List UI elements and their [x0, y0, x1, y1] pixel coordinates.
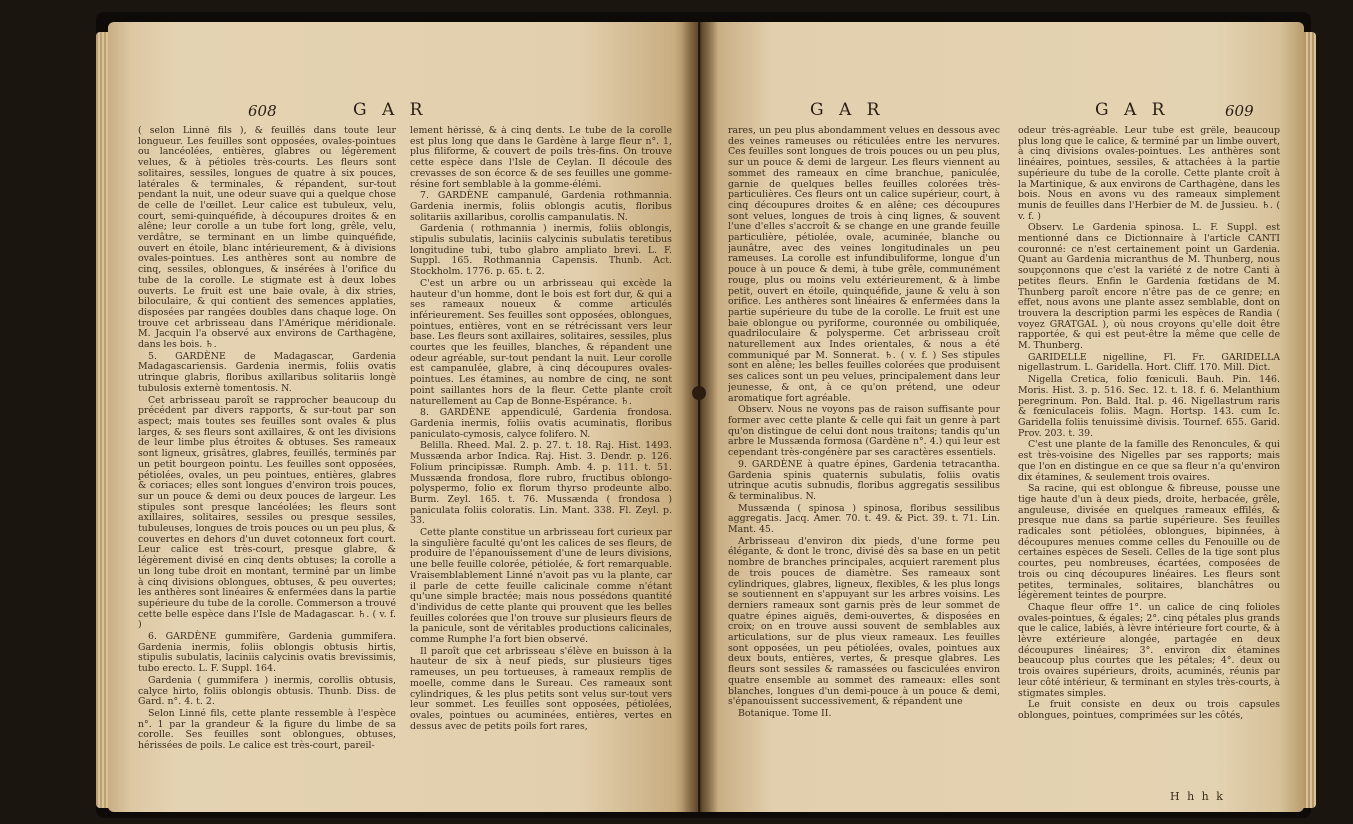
right-col2-paragraph: Nigella Cretica, folio fœniculi. Bauh. Pin. 146. Moris. Hist. 3. p. 516. Sec. 12. t. 18. f. 6. Melanthium peregrinum. Pon. Bald. Ital. p. 46. Nigellastrum raris & fœniculaceis foliis. Magn. Hortsp. 143. cum Ic. Garidella foliis tenuissimè divisis. Tournef. 655. Garid. Prov. 203. t. 39.: [1018, 374, 1280, 439]
left-running-head: G A R: [353, 100, 428, 120]
left-col1-paragraph: 5. GARDÈNE de Madagascar, Gardenia Madagascariensis. Gardenia inermis, foliis ovatis utrinque glabris, floribus axillaribus solitariis longè tubulosis externè tomentosis. N.: [138, 350, 396, 394]
left-col2-paragraph: Cette plante constitue un arbrisseau fort curieux par la singulière faculté qu'ont les calices de ses fleurs, de produire de l'épanouissement d'une de leurs divisions, une belle feuille colorée, pétiolée, & fort remarquable. Vraisemblablement Linné n'avoit pas vu la plante, car il parle de cette feuille calicinale comme n'étant qu'une simple bractée; mais nous possédons quantité d'individus de cette plante qui prouvent que les belles feuilles colorées que l'on trouve sur plusieurs fleurs de la panicule, sont de véritables productions calicinales, comme Rumphe l'a fort bien observé.: [410, 527, 672, 646]
right-column-1: [728, 126, 1000, 796]
right-col2-paragraph: Sa racine, qui est oblongue & fibreuse, pousse une tige haute d'un à deux pieds, droite, herbacée, grêle, anguleuse, divisée en quelques rameaux effilés, & presque nue dans sa partie supérieure. Ses feuilles radicales sont pétiolées, oblongues, bipinnées, à découpures menues comme celles du Fenouille ou de certaines espèces de Seseli. Celles de la tige sont plus courtes, peu nombreuses, écartées, composées de trois ou cinq découpures linéaires. Les fleurs sont petites, terminales, solitaires, blanchâtres ou légèrement teintes de pourpre.: [1018, 483, 1280, 602]
left-column-2: [410, 126, 672, 796]
left-column-1: [138, 126, 396, 796]
right-column-2: [1018, 126, 1280, 786]
left-col1-paragraph: Selon Linné fils, cette plante ressemble à l'espèce n°. 1 par la grandeur & la figure du limbe de sa corolle. Ses feuilles sont oblongues, obtuses, hérissées de poils. Le calice est très-court, pareil-: [138, 707, 396, 752]
left-col2-paragraph: Il paroît que cet arbrisseau s'élève en buisson à la hauteur de six à neuf pieds, sur plusieurs tiges rameuses, un peu tortueuses, à rameaux remplis de moelle, comme dans le Sureau. Ces rameaux sont cylindriques, & les plus petits sont velus sur-tout vers leur sommet. Les feuilles sont opposées, pétiolées, ovales, pointues ou acuminées, entières, vertes en dessus avec de petits poils fort rares,: [410, 645, 672, 732]
right-page: [700, 22, 1304, 812]
right-running-head-1: G A R: [810, 100, 885, 120]
left-col2-paragraph: Belilla. Rheed. Mal. 2. p. 27. t. 18. Raj. Hist. 1493. Mussænda arbor Indica. Raj. Hist. 3. Dendr. p. 126. Folium principissæ. Rumph. Amb. 4. p. 111. t. 51. Mussænda frondosa, flore rubro, fructibus oblongo-polyspermo, folio ex florum thyrso prodeunte albo. Burm. Zeyl. 165. t. 76. Mussænda ( frondosa ) paniculata foliis coloratis. Lin. Mant. 338. Fl. Zeyl. p. 33.: [410, 440, 672, 527]
right-col2-paragraph: C'est une plante de la famille des Renoncules, & qui est très-voisine des Nigelles par ses rapports; mais que l'on en distingue en ce que sa fleur n'a qu'environ dix étamines, & seulement trois ovaires.: [1018, 439, 1280, 483]
binding-hole: [692, 386, 706, 400]
right-col2-paragraph: Observ. Le Gardenia spinosa. L. F. Suppl. est mentionné dans ce Dictionnaire à l'article CANTI couronné: ce n'est certainement point un Gardenia. Quant au Gardenia micranthus de M. Thunberg, nous soupçonnons que c'est la variété z de notre Canti à petites fleurs. Enfin le Gardenia fœtidans de M. Thunberg paroît encore n'être pas de ce genre; en effet, nous avons une plante assez semblable, dont on trouvera la description parmi les espèces de Randia ( voyez GRATGAL ), où nous croyons qu'elle doit être rapportée, & qui est peut-être la même que celle de M. Thunberg.: [1018, 222, 1280, 352]
left-col2-paragraph: 8. GARDÈNE appendiculé, Gardenia frondosa. Gardenia inermis, foliis ovatis acuminatis, floribus paniculato-cymosis, calyce folifero. N.: [410, 407, 672, 440]
right-running-head-2: G A R: [1095, 100, 1170, 120]
right-col1-paragraph: Mussænda ( spinosa ) spinosa, floribus sessilibus aggregatis. Jacq. Amer. 70. t. 49. & Pict. 39. t. 71. Lin. Mant. 45.: [728, 502, 1000, 536]
right-col2-paragraph: GARIDELLE nigelline, Fl. Fr. GARIDELLA nigellastrum. L. Garidella. Hort. Cliff. 170. Mill. Dict.: [1018, 351, 1280, 374]
right-col2-paragraph: odeur très-agréable. Leur tube est grêle, beaucoup plus long que le calice, & terminé par un limbe ouvert, à cinq divisions ovales-pointues. Les anthères sont linéaires, pointues, sessiles, & attachées à la partie supérieure du tube de la corolle. Cette plante croît à la Martinique, & aux environs de Carthagène, dans les bois. Nous en avons vu des rameaux simplement munis de feuilles dans l'Herbier de M. de Jussieu. ♄. ( v. f. ): [1018, 126, 1280, 222]
left-page-number: 608: [248, 102, 277, 120]
left-col1-paragraph: 6. GARDÈNE gummifère, Gardenia gummifera. Gardenia inermis, foliis oblongis obtusis hirtis, stipulis subulatis, laciniis calycinis ovatis brevissimis, tubo erecto. L. F. Suppl. 164.: [138, 631, 396, 675]
right-col1-paragraph: Observ. Nous ne voyons pas de raison suffisante pour former avec cette plante & celle qui fait un genre à part qu'on distingue de celui dont nous traitons; tandis qu'un arbre le Mussænda formosa (Gardène n°. 4.) qui leur est cependant très-congénère par ses caractères essentiels.: [728, 404, 1000, 459]
left-col1-paragraph: ( selon Linné fils ), & feuillés dans toute leur longueur. Les feuilles sont opposées, ovales-pointues ou lancéolées, entières, glabres ou légèrement velues, & à pétioles très-courts. Les fleurs sont solitaires, sessiles, longues de quatre à six pouces, latérales & terminales, & répandent, sur-tout pendant la nuit, une odeur suave qui a quelque chose de celle de l'œillet. Leur calice est tubuleux, velu, court, semi-quinquéfide, à découpures droites & en alêne; leur corolle a un tube fort long, grêle, velu, verdâtre, se terminant en un limbe quinquéfide, ouvert en étoile, blanc intérieurement, & à divisions ovales-pointues. Les anthères sont au nombre de cinq, sessiles, oblongues, & insérées à l'orifice du tube de la corolle. Le stigmate est à deux lobes ouverts. Le fruit est une baie ovale, à dix stries, biloculaire, & qui contient des semences applaties, disposées par rangées doubles dans chaque loge. On trouve cet arbrisseau dans l'Amérique méridionale. M. Jacquin l'a observé aux environs de Carthagène, dans les bois. ♄.: [138, 126, 396, 351]
right-col2-paragraph: Le fruit consiste en deux ou trois capsules oblongues, pointues, comprimées sur les côtés,: [1018, 699, 1280, 721]
right-page-number: 609: [1225, 102, 1254, 120]
right-col1-paragraph: Arbrisseau d'environ dix pieds, d'une forme peu élégante, & dont le tronc, divisé dès sa base en un petit nombre de branches principales, acquiert rarement plus de trois pouces de diamètre. Ses rameaux sont cylindriques, glabres, ligneux, flexibles, & les plus longs se soutiennent en s'appuyant sur les arbres voisins. Les derniers rameaux sont garnis près de leur sommet de quatre épines aiguës, demi-ouvertes, & disposées en croix; on en trouve aussi souvent de semblables aux articulations, sur de plus vieux rameaux. Les feuilles sont opposées, un peu pétiolées, ovales, pointues aux deux bouts, entières, vertes, & presque glabres. Les fleurs sont sessiles & ramassées ou fasciculées environ quatre ensemble au sommet des rameaux: elles sont blanches, longues d'un demi-pouce à un pouce & demi, s'épanouissent successivement, & répandent une: [728, 535, 1000, 708]
left-col2-paragraph: C'est un arbre ou un arbrisseau qui excède la hauteur d'un homme, dont le bois est fort dur, & qui a ses rameaux noueux & comme articulés inférieurement. Ses feuilles sont opposées, oblongues, pointues, entières, vont en se rétrécissant vers leur base. Les fleurs sont axillaires, solitaires, sessiles, plus courtes que les feuilles, blanches, & répandent une odeur agréable, sur-tout pendant la nuit. Leur corolle est campanulée, glabre, à cinq découpures ovales-pointues. Les étamines, au nombre de cinq, ne sont point saillantes hors de la fleur. Cette plante croît naturellement au Cap de Bonne-Espérance. ♄.: [410, 277, 672, 407]
left-page: [108, 22, 698, 812]
left-col2-paragraph: lement hérissé, & à cinq dents. Le tube de la corolle est plus long que dans le Gardène à large fleur n°. 1, plus filiforme, & couvert de poils très-fins. On trouve cette espèce dans l'Isle de Ceylan. Il découle des crevasses de son écorce & de ses feuilles une gomme-résine fort semblable à la gomme-élémi.: [410, 126, 672, 190]
right-col2-paragraph: Chaque fleur offre 1°. un calice de cinq folioles ovales-pointues, & égales; 2°. cinq pétales plus grands que le calice, labiés, à lèvre intérieure fort courte, & à lèvre extérieure alongée, partagée en deux découpures linéaires; 3°. environ dix étamines beaucoup plus courtes que les pétales; 4°. deux ou trois ovaires supérieurs, droits, acuminés, réunis par leur côté intérieur, & terminant en styles très-courts, à stigmates simples.: [1018, 601, 1280, 699]
right-col1-paragraph: 9. GARDÈNE à quatre épines, Gardenia tetracantha. Gardenia spinis quaternis subulatis, foliis ovatis utrinque acutis subnudis, floribus aggregatis sessilibus & terminalibus. N.: [728, 458, 1000, 502]
signature-mark: H h h k: [1170, 790, 1225, 803]
book-gutter: [682, 22, 718, 812]
left-col2-paragraph: Gardenia ( rothmannia ) inermis, foliis oblongis, stipulis subulatis, laciniis calycinis subulatis teretibus longitudine tubi, tubo glabro ampliato brevi. L. F. Suppl. 165. Rothmannia Capensis. Thunb. Act. Stockholm. 1776. p. 65. t. 2.: [410, 223, 672, 278]
left-col1-paragraph: Gardenia ( gummifera ) inermis, corollis obtusis, calyce hirto, foliis oblongis obtusis. Thunb. Diss. de Gard. n°. 4. t. 2.: [138, 674, 396, 708]
right-col1-paragraph: Botanique. Tome II.: [738, 707, 832, 719]
right-col1-paragraph: rares, un peu plus abondamment velues en dessous avec des veines rameuses ou réticulées entre les nervures. Ces feuilles sont longues de trois pouces ou un peu plus, sur un pouce & demi de largeur. Les fleurs viennent au sommet des rameaux en cîme branchue, paniculée, garnie de quelques belles feuilles colorées très-particulières. Ces fleurs ont un calice supérieur, court, à cinq découpures droites & en alêne; ces découpures sont velues, longues de trois à cinq lignes, & souvent l'une d'elles s'accroît & se change en une grande feuille particulière, pétiolée, ovale, acuminée, blanche ou jaunâtre, avec des veines longitudinales un peu rameuses. La corolle est infundibuliforme, longue d'un pouce à un pouce & demi, à tube grêle, communément rouge, plus ou moins velu extérieurement, & à limbe petit, ouvert en étoile, quinquéfide, jaune & velu à son orifice. Les anthères sont linéaires & enfermées dans la partie supérieure du tube de la corolle. Le fruit est une baie oblongue ou pyriforme, couronnée ou ombiliquée, quadriloculaire & polysperme. Cet arbrisseau croît naturellement aux Indes orientales, & nous a été communiqué par M. Sonnerat. ♄. ( v. f. ) Ses stipules sont en alêne; les belles feuilles colorées que produisent ses calices sont un peu velues, principalement dans leur jeunesse, & ont, à ce qu'on prétend, une odeur aromatique fort agréable.: [728, 126, 1000, 404]
left-col2-paragraph: 7. GARDÈNE campanulé, Gardenia rothmannia. Gardenia inermis, foliis oblongis acutis, floribus solitariis axillaribus, corollis campanulatis. N.: [410, 190, 672, 223]
left-col1-paragraph: Cet arbrisseau paroît se rapprocher beaucoup du précédent par divers rapports, & sur-tout par son aspect; mais toutes ses feuilles sont ovales & plus larges, & ses fleurs sont axillaires, & ont les divisions de leur limbe plus étroites & obtuses. Ses rameaux sont ligneux, grisâtres, glabres, feuillés, terminés par un petit bourgeon pointu. Les feuilles sont opposées, pétiolées, ovales, un peu pointues, entières, glabres & coriaces; elles sont longues d'environ trois pouces, sur un pouce & demi ou deux pouces de largeur. Les stipules sont presque lancéolées; les fleurs sont axillaires, solitaires, sessiles ou presque sessiles, tubuleuses, longues de trois pouces ou un peu plus, & couvertes en dehors d'un duvet cotonneux fort court. Leur calice est très-court, presque glabre, & légèrement divisé en cinq dents obtuses; la corolle a un long tube droit en montant, terminé par un limbe à cinq divisions oblongues, obtuses, & peu ouvertes; les anthères sont linéaires & enfermées dans la partie supérieure du tube de la corolle. Commerson a trouvé cette belle espèce dans l'Isle de Madagascar. ♄. ( v. f. ): [138, 394, 396, 631]
